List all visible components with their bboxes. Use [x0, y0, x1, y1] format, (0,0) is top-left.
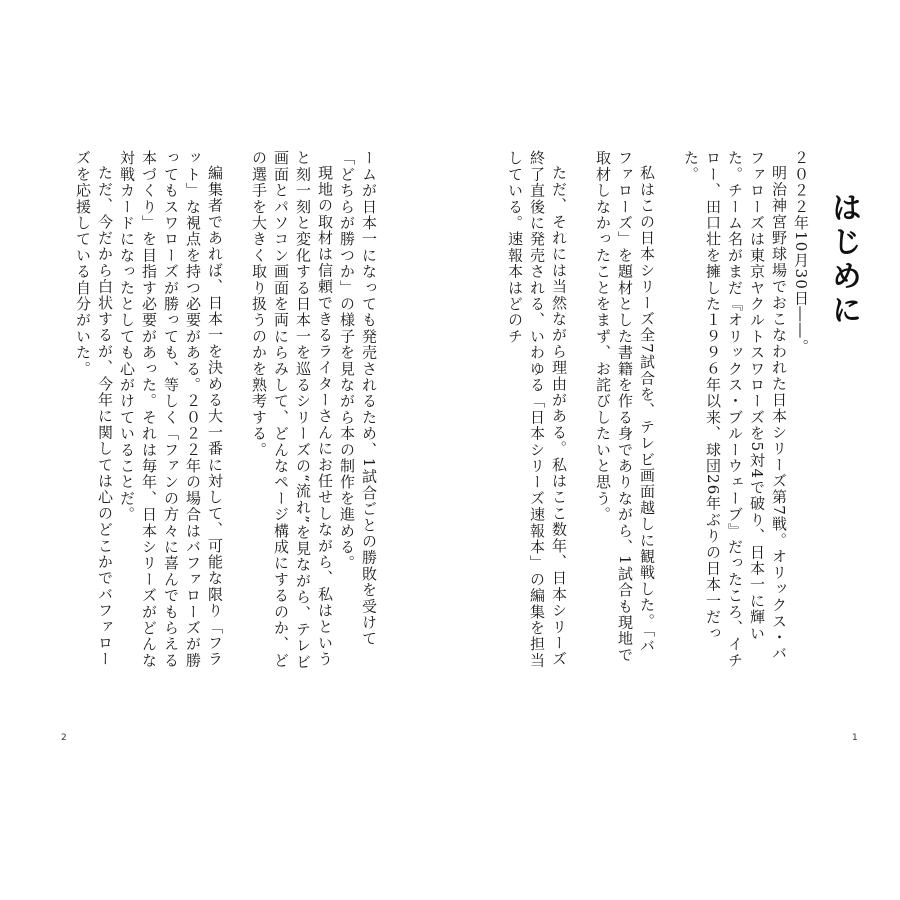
paragraph: 編集者であれば、日本一を決める大一番に対して、可能な限り「フラット」な視点を持つ必要がある。２０２２年の場合はバファローズが勝ってもスワローズが勝っても、等しく「ファンの方々に喜んでもらえる本づくり」を目指す必要があった。それは毎年、日本シリーズがどんな対戦カードになったとしても心がけていることだ。 [118, 150, 224, 669]
blank-line [658, 150, 680, 670]
right-page-text [504, 150, 860, 670]
paragraph: 明治神宮野球場でおこなわれた日本シリーズ第7戦。オリックス・バファローズは東京ヤクルトスワローズを5対4で破り、日本一に輝いた。チーム名がまだ『オリックス・ブルーウェーブ』だったころ、イチロー、田口壮を擁した１９９６年以来、球団26年ぶりの日本一だった。 [682, 150, 788, 669]
paragraph: 現地の取材は信頼できるライターさんにお任せしながら、私はというと刻一刻と変化する日本一を巡るシリーズの“流れ”を見ながら、テレビ画面とパソコン画面を両にらみして、どんなページ構成にするのか、どの選手を大きく取り扱うのかを熟考する。 [250, 150, 334, 670]
page-number-left: 2 [61, 733, 67, 743]
page-number-right: 1 [852, 733, 858, 743]
paragraph: ただ、今だから白状するが、今年に関しては心のどこかでバファローズを応援している自分がいた。 [74, 150, 114, 668]
paragraph: ただ、それには当然ながら理由がある。私はここ数年、日本シリーズ終了直後に発売される、いわゆる「日本シリーズ速報本」の編集を担当している。速報本はどのチ [506, 150, 568, 669]
date-line: ２０２２年10月30日――。 [792, 150, 810, 355]
chapter-heading: はじめに [826, 192, 861, 328]
left-page-text [72, 150, 380, 670]
paragraph: 私はこの日本シリーズ全7試合を、テレビ画面越しに観戦した。「バファローズ」を題材とした書籍を作る身でありながら、1試合も現地で取材しなかったことをまず、お詫びしたいと思う。 [594, 150, 656, 663]
paragraph: ームが日本一になっても発売されるため、1試合ごとの勝敗を受けて「どちらが勝つか」の様子を見ながら本の制作を進める。 [338, 150, 378, 647]
blank-line [570, 150, 592, 670]
blank-line [226, 150, 248, 670]
